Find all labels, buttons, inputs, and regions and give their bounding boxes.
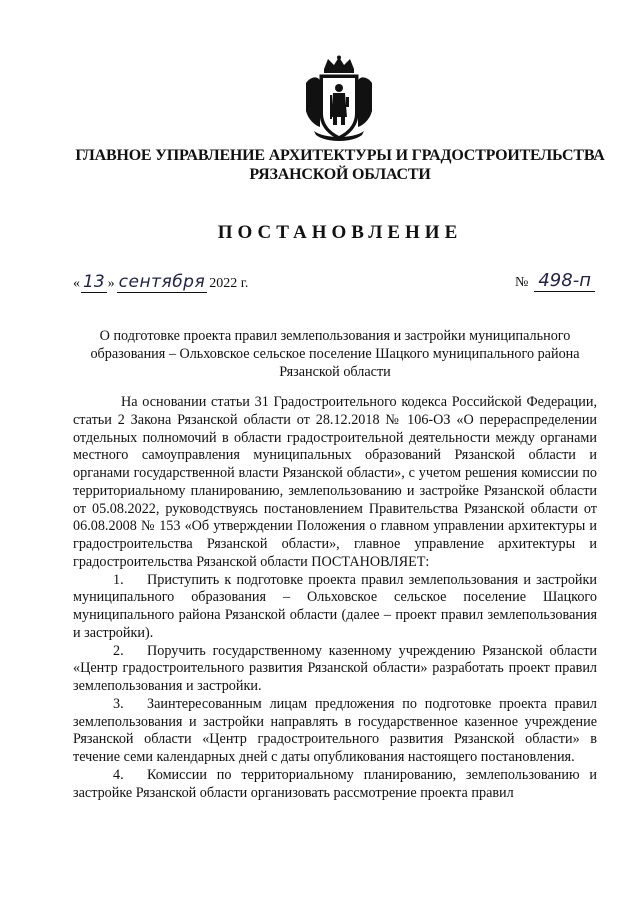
date-day: 13 xyxy=(83,272,105,292)
document-date xyxy=(73,272,248,293)
item-text: Заинтересованным лицам предложения по подготовке проекта правил землепользования и застройки направлять в государственное казенное учреждение Рязанской области «Центр градостроительного развития Рязанской области» в течение семи календарных дней с даты опубликования настоящего постановления. xyxy=(73,695,597,765)
item-number: 2. xyxy=(113,642,124,659)
item-text: Поручить государственному казенному учреждению Рязанской области «Центр градостроительного развития Рязанской области» разработать проект правил землепользования и застройки. xyxy=(73,642,597,694)
item-number: 3. xyxy=(113,695,124,712)
item-number: 4. xyxy=(113,766,124,783)
item-number: 1. xyxy=(113,571,124,588)
number-value: 498-п xyxy=(534,270,595,292)
document-type-title: ПОСТАНОВЛЕНИЕ xyxy=(217,222,463,243)
document-number xyxy=(515,270,595,292)
number-label: № xyxy=(515,275,529,290)
list-item xyxy=(73,643,597,696)
date-month: сентября xyxy=(118,272,206,292)
list-item xyxy=(73,767,597,803)
item-text: Комиссии по территориальному планированию, землепользованию и застройке Рязанской области организовать рассмотрение проекта правил xyxy=(73,766,597,801)
document-subject: О подготовке проекта правил землепользования и застройки муниципального образования – Ольховское сельское поселение Шацкого муниципального района Рязанской области xyxy=(90,328,580,380)
date-year: 2022 г. xyxy=(209,276,249,291)
organization-name-line1: ГЛАВНОЕ УПРАВЛЕНИЕ АРХИТЕКТУРЫ И ГРАДОСТРОИТЕЛЬСТВА xyxy=(75,147,605,164)
ryazan-coat-of-arms-icon xyxy=(300,55,378,143)
list-item xyxy=(73,572,597,643)
organization-name-line2: РЯЗАНСКОЙ ОБЛАСТИ xyxy=(249,166,431,183)
list-item xyxy=(73,696,597,767)
date-quote-open: « xyxy=(73,276,80,291)
item-text: Приступить к подготовке проекта правил землепользования и застройки муниципального образования – Ольховское сельское поселение Шацкого муниципального района Рязанской области (далее – проект правил землепользования и застройки). xyxy=(73,571,597,641)
document-body xyxy=(73,394,597,802)
date-quote-close: » xyxy=(107,276,115,291)
preamble-paragraph: На основании статьи 31 Градостроительного кодекса Российской Федерации, статьи 2 Закона Рязанской области от 28.12.2018 № 106-ОЗ «О перераспределении отдельных полномочий в области градостроительной деятельности между органами местного самоуправления муниципальных образований Рязанской области и органами государственной власти Рязанской области», с учетом решения комиссии по территориальному планированию, землепользованию и застройке Рязанской области от 05.08.2022, руководствуясь постановлением Правительства Рязанской области от 06.08.2008 № 153 «Об утверждении Положения о главном управлении архитектуры и градостроительства Рязанской области», главное управление архитектуры и градостроительства Рязанской области ПОСТАНОВЛЯЕТ: xyxy=(73,394,597,570)
